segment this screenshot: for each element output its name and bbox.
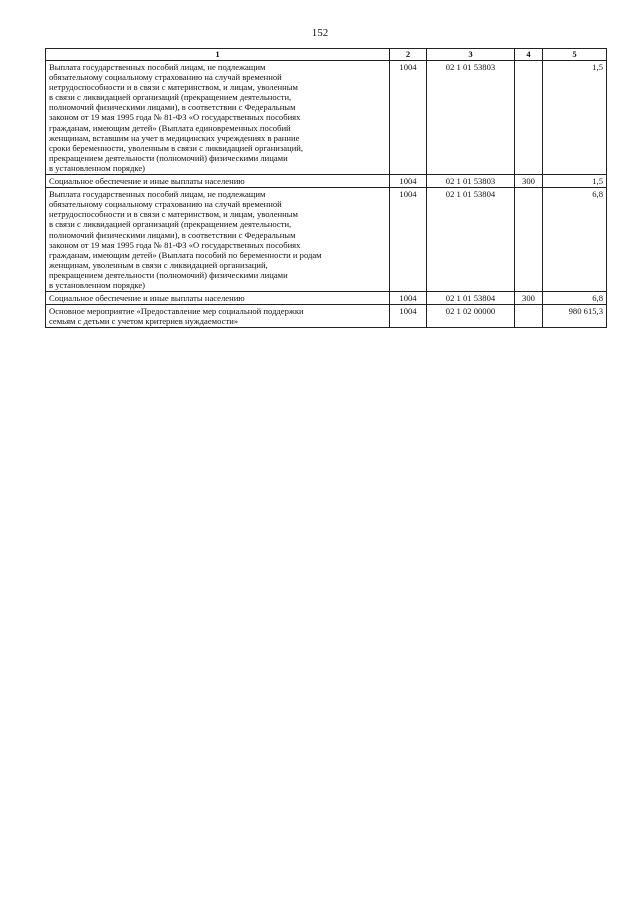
expense-description <box>46 61 390 175</box>
expense-type-code: 300 <box>515 175 543 188</box>
amount: 6,8 <box>543 188 607 292</box>
description-line: прекращением деятельности (полномочий) физическими лицами <box>49 269 288 280</box>
table-row <box>46 292 607 305</box>
description-line: Основное мероприятие «Предоставление мер социальной поддержки <box>49 306 304 317</box>
description-line: в установленном порядке) <box>49 279 146 290</box>
expense-type-code: 300 <box>515 292 543 305</box>
amount: 6,8 <box>543 292 607 305</box>
expense-type-code <box>515 61 543 175</box>
target-article-code: 02 1 01 53804 <box>427 292 515 305</box>
description-line: прекращением деятельности (полномочий) физическими лицами <box>49 152 288 163</box>
target-article-code: 02 1 02 00000 <box>427 305 515 328</box>
expense-type-code <box>515 305 543 328</box>
expense-description <box>46 188 390 292</box>
description-line: гражданам, имеющим детей» (Выплата единовременных пособий <box>49 122 291 133</box>
target-article-code: 02 1 01 53803 <box>427 61 515 175</box>
description-line: в установленном порядке) <box>49 162 146 173</box>
column-header-1: 1 <box>46 49 390 61</box>
description-line: в связи с ликвидацией организаций (прекращением деятельности, <box>49 92 292 103</box>
description-line: семьям с детьми с учетом критериев нуждаемости» <box>49 316 239 327</box>
column-header-2: 2 <box>390 49 427 61</box>
table-row <box>46 188 607 292</box>
description-line: нетрудоспособности и в связи с материнством, и лицам, уволенным <box>49 82 298 93</box>
description-line: женщинам, уволенным в связи с ликвидацией организаций, <box>49 259 268 270</box>
page-number: 152 <box>311 27 329 39</box>
description-line: сроки беременности, уволенным в связи с ликвидацией организаций, <box>49 142 304 153</box>
description-line: обязательному социальному страхованию на случай временной <box>49 199 282 210</box>
expense-description <box>46 305 390 328</box>
amount: 980 615,3 <box>543 305 607 328</box>
description-line: Социальное обеспечение и иные выплаты населению <box>49 176 245 187</box>
expense-description <box>46 292 390 305</box>
table-header-row <box>46 49 607 61</box>
description-line: нетрудоспособности и в связи с материнством, и лицам, уволенным <box>49 209 298 220</box>
description-line: законом от 19 мая 1995 года № 81-ФЗ «О государственных пособиях <box>49 112 301 123</box>
target-article-code: 02 1 01 53803 <box>427 175 515 188</box>
expense-type-code <box>515 188 543 292</box>
table-row <box>46 175 607 188</box>
description-line: женщинам, вставшим на учет в медицинских учреждениях в ранние <box>49 132 300 143</box>
description-line: Социальное обеспечение и иные выплаты населению <box>49 293 245 304</box>
description-line: законом от 19 мая 1995 года № 81-ФЗ «О государственных пособиях <box>49 239 301 250</box>
description-line: гражданам, имеющим детей» (Выплата пособий по беременности и родам <box>49 249 322 260</box>
target-article-code: 02 1 01 53804 <box>427 188 515 292</box>
section-code: 1004 <box>390 61 427 175</box>
column-header-4: 4 <box>515 49 543 61</box>
description-line: в связи с ликвидацией организаций (прекращением деятельности, <box>49 219 292 230</box>
section-code: 1004 <box>390 305 427 328</box>
description-line: полномочий физическими лицами), в соответствии с Федеральным <box>49 102 296 113</box>
section-code: 1004 <box>390 175 427 188</box>
table-body <box>46 61 607 328</box>
section-code: 1004 <box>390 188 427 292</box>
description-line: Выплата государственных пособий лицам, не подлежащим <box>49 189 266 200</box>
budget-table <box>45 48 607 328</box>
amount: 1,5 <box>543 175 607 188</box>
column-header-5: 5 <box>543 49 607 61</box>
description-line: обязательному социальному страхованию на случай временной <box>49 72 282 83</box>
table-row <box>46 305 607 328</box>
description-line: Выплата государственных пособий лицам, не подлежащим <box>49 62 266 72</box>
expense-description <box>46 175 390 188</box>
description-line: полномочий физическими лицами), в соответствии с Федеральным <box>49 229 296 240</box>
column-header-3: 3 <box>427 49 515 61</box>
table-row <box>46 61 607 175</box>
amount: 1,5 <box>543 61 607 175</box>
section-code: 1004 <box>390 292 427 305</box>
